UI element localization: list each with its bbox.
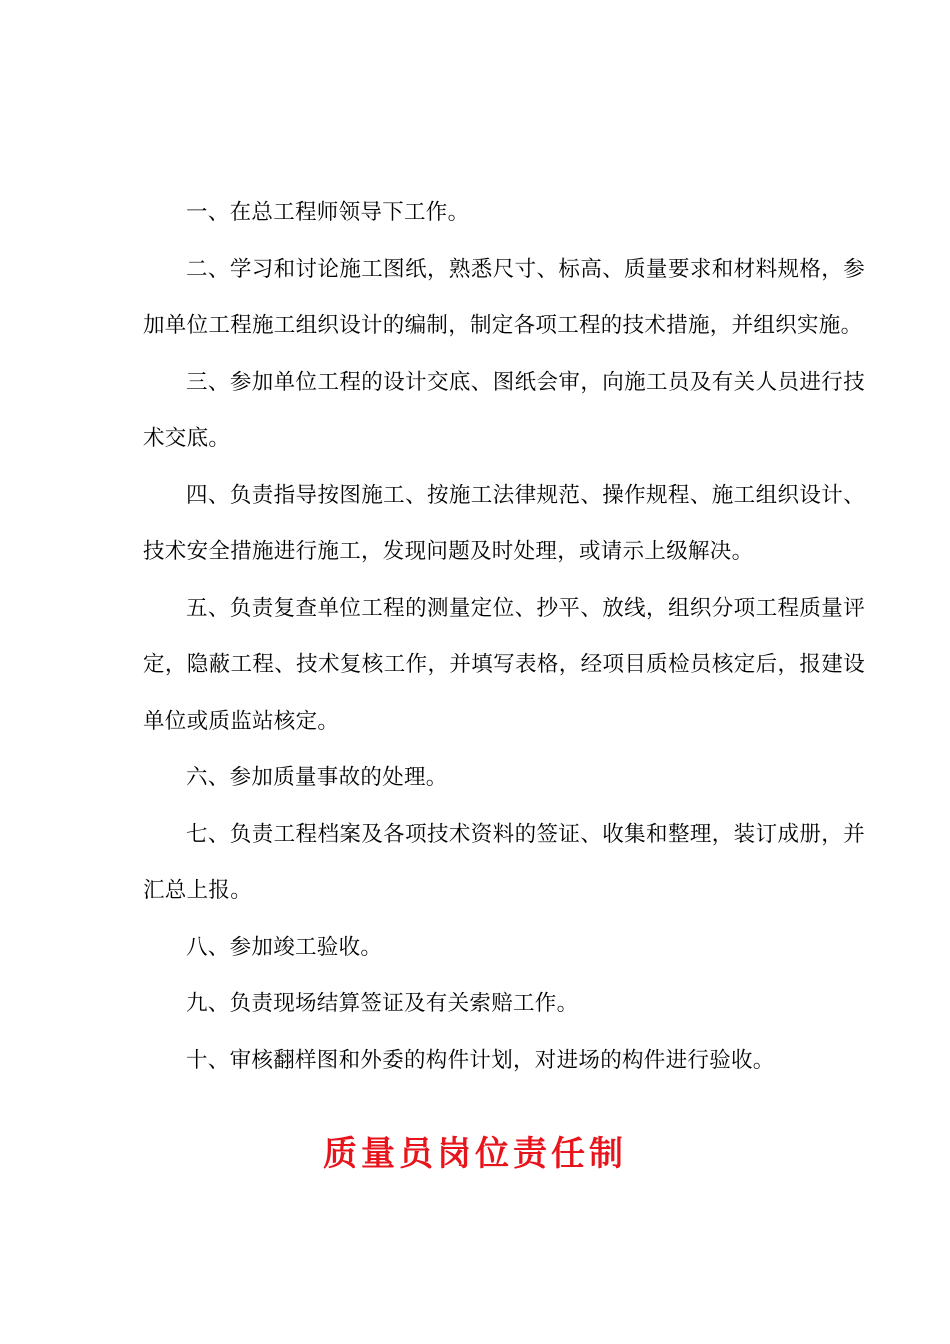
duty-item-6: 六、参加质量事故的处理。 [186,765,448,790]
duty-item-4: 四、负责指导按图施工、按施工法律规范、操作规程、施工组织设计、技术安全措施进行施工，发现问题及时处理，或请示上级解决。 [143,482,865,564]
duty-item-5: 五、负责复查单位工程的测量定位、抄平、放线，组织分项工程质量评定，隐蔽工程、技术复核工作，并填写表格，经项目质检员核定后，报建设单位或质监站核定。 [143,595,865,734]
duty-item-8: 八、参加竣工验收。 [186,934,383,960]
duty-item-7: 七、负责工程档案及各项技术资料的签证、收集和整理，装订成册，并汇总上报。 [143,821,865,903]
duty-item-10: 十、审核翻样图和外委的构件计划，对进场的构件进行验收。 [186,1047,775,1073]
duty-item-2: 二、学习和讨论施工图纸，熟悉尺寸、标高、质量要求和材料规格，参加单位工程施工组织设计的编制，制定各项工程的技术措施，并组织实施。 [143,256,865,338]
section-title: 质量员岗位责任制 [323,1134,627,1174]
duty-item-3: 三、参加单位工程的设计交底、图纸会审，向施工员及有关人员进行技术交底。 [143,369,865,451]
duty-item-1: 一、在总工程师领导下工作。 [186,200,470,225]
duty-list [143,185,865,1089]
duty-item-9: 九、负责现场结算签证及有关索赔工作。 [186,991,579,1016]
